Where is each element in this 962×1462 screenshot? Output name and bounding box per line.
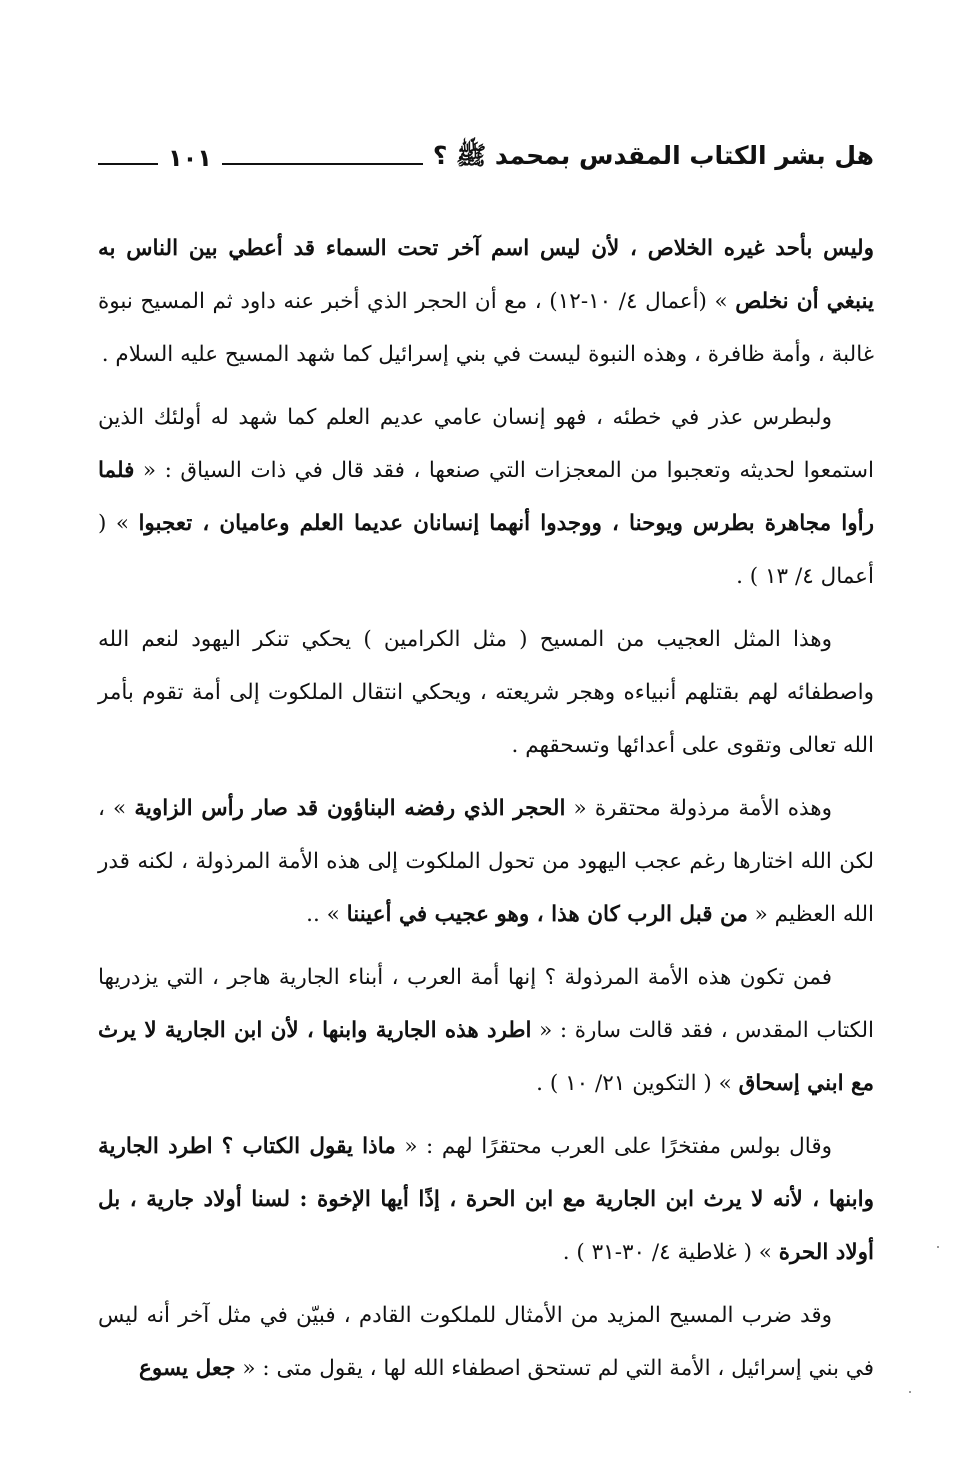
scan-speck [909,1391,911,1393]
body-text [98,222,874,1395]
paragraph [98,391,874,603]
paragraph [98,222,874,381]
header-rule [222,163,423,165]
quoted-scripture-text: ماذا يقول الكتاب ؟ اطرد الجارية وابنها ، لأنه لا يرث ابن الجارية مع ابن الحرة ، إذًا أيها الإخوة : لسنا أولاد جارية ، بل أولاد الحرة [98,1134,874,1265]
quoted-scripture-text: فلما رأوا مجاهرة بطرس ويوحنا ، ووجدوا أنهما إنسانان عديما العلم وعاميان ، تعجبوا [98,458,874,536]
paragraph-text: فمن تكون هذه الأمة المرذولة ؟ إنها أمة العرب ، أبناء الجارية هاجر ، التي يزدريها الكتاب المقدس ، فقد قالت سارة : « [98,965,874,1043]
scan-speck [937,1246,939,1248]
quoted-scripture-text: الحجر الذي رفضه البناؤون قد صار رأس الزاوية [134,796,566,821]
quoted-scripture-text: وليس بأحد غيره الخلاص ، لأن ليس اسم آخر تحت السماء قد أعطي بين الناس به ينبغي أن نخلص [98,236,875,314]
paragraph [98,613,874,772]
paragraph [98,782,874,941]
running-header-title: هل بشر الكتاب المقدس بمحمد ﷺ ؟ [432,140,874,170]
page-number: ١٠١ [168,144,212,172]
paragraph-text: وقد ضرب المسيح المزيد من الأمثال للملكوت القادم ، فبيّن في مثل آخر أنه ليس في بني إسرائيل ، الأمة التي لم تستحق اصطفاء الله لها ، يقول متى : « [98,1303,874,1381]
quoted-scripture-text: جعل يسوع [139,1356,236,1381]
paragraph-text: ولبطرس عذر في خطئه ، فهو إنسان عامي عديم العلم كما شهد له أولئك الذين استمعوا لحديثه وتعجبوا من المعجزات التي صنعها ، فقد قال في ذات السياق : « [98,405,874,483]
paragraph-text: » .. [306,902,347,927]
paragraph-text: وقال بولس مفتخرًا على العرب محتقرًا لهم : « [395,1134,832,1159]
paragraph-text: » (أعمال ٤/ ١٠-١٢) ، مع أن الحجر الذي أخبر عنه داود ثم المسيح نبوة غالبة ، وأمة ظافرة ، وهذه النبوة ليست في بني إسرائيل كما شهد المسيح عليه السلام . [98,289,874,367]
paragraph-text: وهذه الأمة مرذولة محتقرة « [565,796,832,821]
quoted-scripture-text: اطرد هذه الجارية وابنها ، لأن ابن الجارية لا يرث مع ابني إسحاق [98,1018,874,1096]
paragraph-text: » ( التكوين ٢١/ ١٠ ) . [536,1071,739,1096]
paragraph-text: » ( غلاطية ٤/ ٣٠-٣١ ) . [562,1240,779,1265]
running-header [98,138,874,178]
header-rule-end [98,163,158,165]
paragraph-text: » ( أعمال ٤/ ١٣ ) . [98,511,874,589]
paragraph [98,1120,874,1279]
paragraph-text: وهذا المثل العجيب من المسيح ( مثل الكرامين ) يحكي تنكر اليهود لنعم الله واصطفائه لهم بقتلهم أنبياءه وهجر شريعته ، ويحكي انتقال الملكوت إلى أمة تقوم بأمر الله تعالى وتقوى على أعدائها وتسحقهم . [98,627,874,758]
paragraph [98,951,874,1110]
quoted-scripture-text: من قبل الرب كان هذا ، وهو عجيب في أعيننا [346,902,748,927]
paragraph [98,1289,874,1395]
paragraph-text: » ، لكن الله اختارها رغم عجب اليهود من تحول الملكوت إلى هذه الأمة المرذولة ، لكنه قدر الله العظيم « [98,796,874,927]
